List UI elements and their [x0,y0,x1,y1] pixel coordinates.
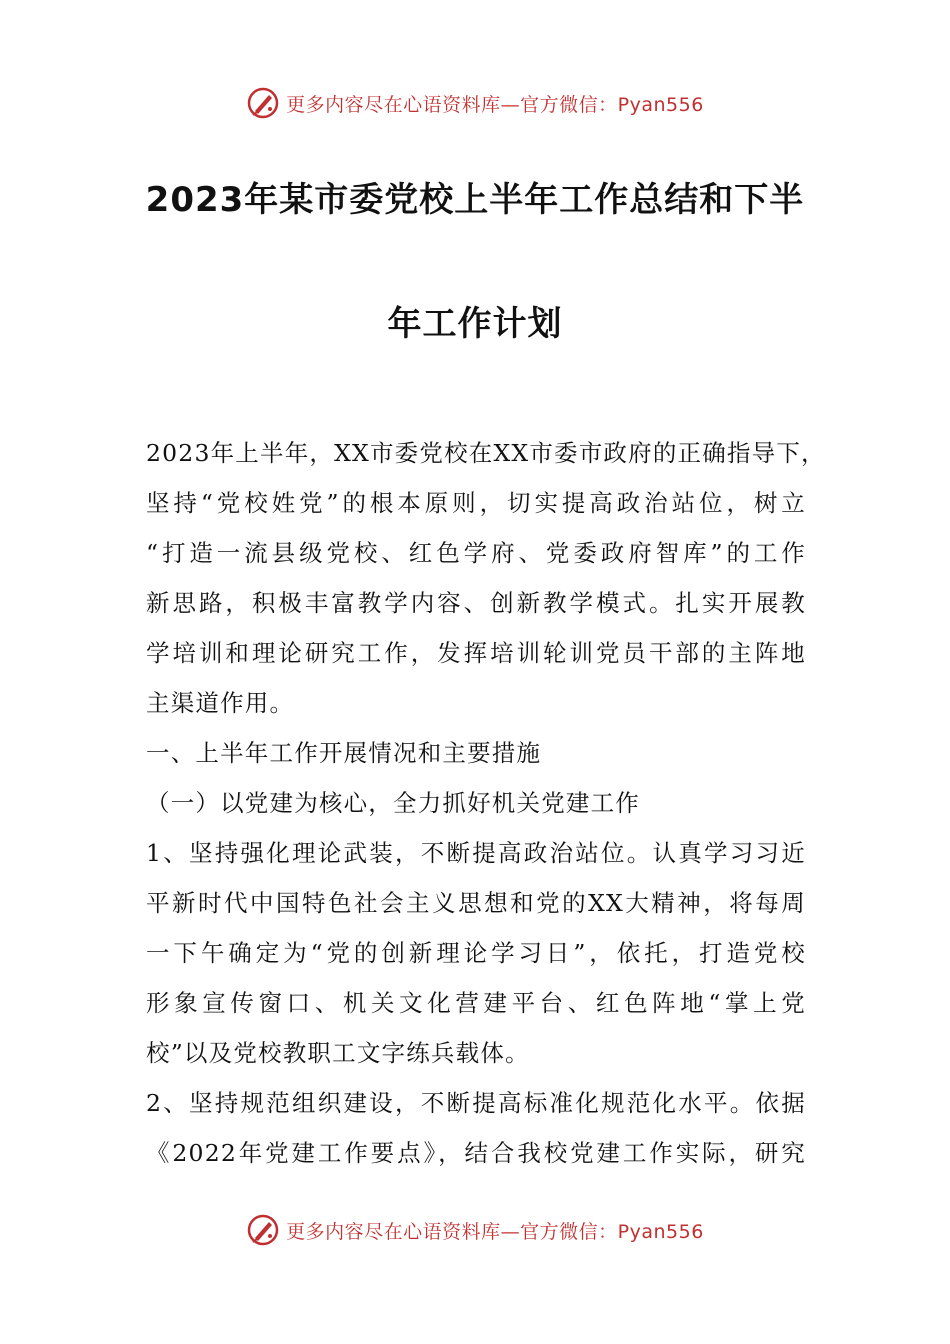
body-line: 一下午确定为“党的创新理论学习日”，依托，打造党校 [146,939,806,967]
body-line: 《2022年党建工作要点》，结合我校党建工作实际，研究 [146,1139,806,1167]
body-line: 坚持“党校姓党”的根本原则，切实提高政治站位，树立 [146,489,806,517]
section-heading: 一、上半年工作开展情况和主要措施 [146,739,542,767]
subsection-heading: （一）以党建为核心，全力抓好机关党建工作 [146,789,640,817]
wechat-id: Pyan556 [617,1220,704,1243]
body-line: 1、坚持强化理论武装，不断提高政治站位。认真学习习近 [146,839,806,867]
document-title-line-2: 年工作计划 [387,304,563,344]
body-line: 新思路，积极丰富教学内容、创新教学模式。扎实开展教 [146,589,806,617]
document-body [146,428,826,1178]
body-line: 平新时代中国特色社会主义思想和党的XX大精神，将每周 [146,889,806,917]
body-line: “打造一流县级党校、红色学府、党委政府智库”的工作 [146,539,806,567]
watermark-header [0,83,950,123]
body-line: 2、坚持规范组织建设，不断提高标准化规范化水平。依据 [146,1089,806,1117]
body-line: 学培训和理论研究工作，发挥培训轮训党员干部的主阵地 [146,639,806,667]
body-line: 2023年上半年，XX市委党校在XX市委市政府的正确指导下， [146,439,826,467]
pen-logo-icon [246,86,280,120]
body-line: 主渠道作用。 [146,689,295,717]
body-line: 形象宣传窗口、机关文化营建平台、红色阵地“掌上党 [146,989,806,1017]
watermark-footer [0,1210,950,1250]
watermark-text: 更多内容尽在心语资料库—官方微信：Pyan556 [286,93,704,116]
pen-logo-icon [246,1213,280,1247]
watermark-text: 更多内容尽在心语资料库—官方微信：Pyan556 [286,1220,704,1243]
wechat-id: Pyan556 [617,93,704,116]
body-line: 校”以及党校教职工文字练兵载体。 [146,1039,530,1067]
document-title-line-1: 2023年某市委党校上半年工作总结和下半 [145,180,805,220]
